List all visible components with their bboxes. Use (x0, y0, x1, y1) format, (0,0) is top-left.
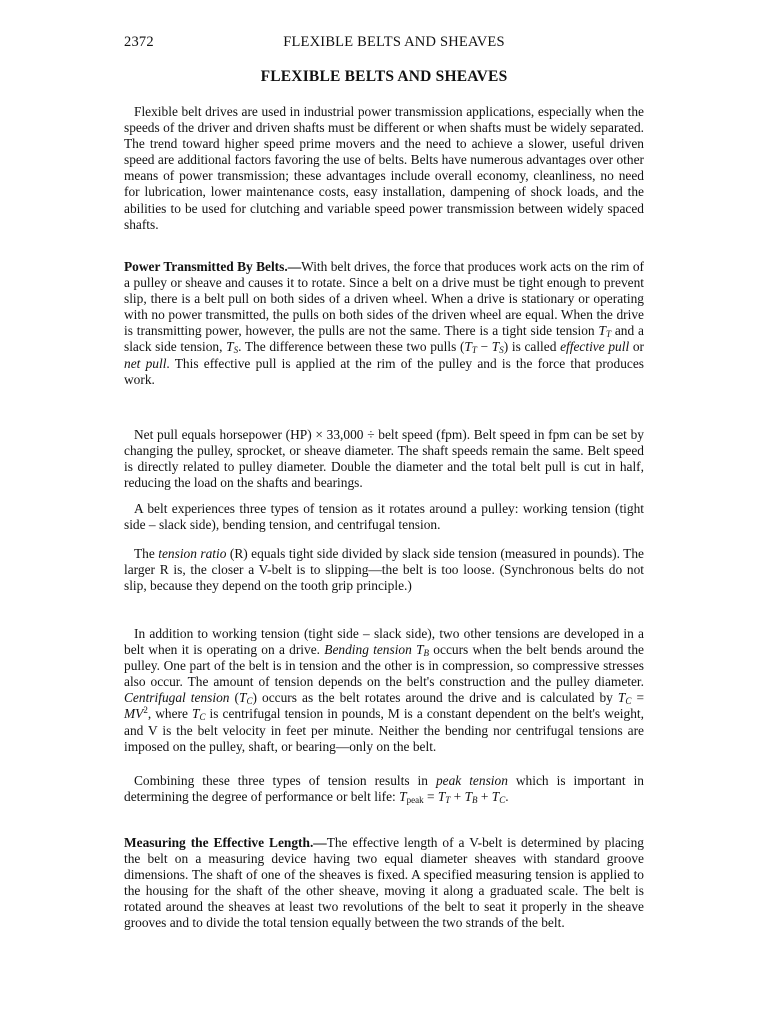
intro-paragraph: Flexible belt drives are used in industrial power transmission applications, especially when the speeds of the driver and driven shafts must be different or when shafts must be widely separated. The trend toward higher speed prime movers and the need to achieve a slower, useful driven speed are additional factors favoring the use of belts. Belts have numerous advantages over other means of power transmission; these advantages include overall economy, cleanliness, no need for lubrication, lower maintenance costs, easy installation, dampening of shock loads, and the abilities to be used for clutching and variable speed power transmission between widely spaced shafts. (124, 104, 644, 232)
other-tensions-paragraph: In addition to working tension (tight side – slack side), two other tensions are developed in a belt when it is operating on a drive. Bending tension $T_B$ occurs when the belt bends around the pulley. One part of the belt is in tension and the other is in compression, so compressive stresses also occur. The amount of tension depends on the belt's construction and the pulley diameter. Centrifugal tension $(T_C)$ occurs as the belt rotates around the drive and is calculated by $T_C = MV^2$, where $T_C$ is centrifugal tension in pounds, M is a constant dependent on the belt's weight, and V is the belt velocity in feet per minute. Neither the bending nor centrifugal tensions are imposed on the pulley, shaft, or bearing—only on the belt. (124, 626, 644, 754)
measuring-effective-length-paragraph: Measuring the Effective Length.—The effective length of a V-belt is determined by placing the belt on a measuring device having two equal diameter sheaves with standard groove dimensions. The shaft of one of the sheaves is fixed. A specified measuring tension is applied to the housing for the shaft of the other sheave, moving it along a graduated scale. The belt is rotated around the sheaves at least two revolutions of the belt to seat it properly in the sheave grooves and to divide the total tension equally between the two strands of the belt. (124, 835, 644, 931)
effective-pull-term: effective pull (560, 339, 630, 355)
running-title: FLEXIBLE BELTS AND SHEAVES (283, 34, 505, 50)
peak-tension-term: peak tension (435, 773, 508, 788)
measuring-heading: Measuring the Effective Length.— (124, 835, 327, 850)
net-pull-term: net pull (124, 355, 167, 371)
bending-tension-term: Bending tension (324, 642, 412, 658)
centrifugal-tension-term: Centrifugal tension (124, 690, 230, 706)
page-number: 2372 (124, 34, 154, 50)
peak-tension-paragraph: Combining these three types of tension results in peak tension which is important in determining the degree of performance or belt life: $T_{peak} = T_T + T_B + T_C$. (124, 773, 644, 806)
tension-ratio-term: tension ratio (158, 546, 227, 561)
power-heading: Power Transmitted By Belts.— (124, 259, 302, 274)
power-transmitted-paragraph: Power Transmitted By Belts.—With belt drives, the force that produces work acts on the rim of a pulley or sheave and causes it to rotate. Since a belt on a drive must be tight enough to prevent slip, there is a belt pull on both sides of a driven wheel. When a drive is stationary or operating with no power transmitted, the pulls on both sides of the driven wheel are equal. When the drive is transmitting power, however, the pulls are not the same. There is a tight side tension $T_T$ and a slack side tension, $T_S$. The difference between these two pulls $(T_T - T_S)$ is called effective pull or net pull. This effective pull is applied at the rim of the pulley and is the force that produces work. (124, 259, 645, 387)
three-tensions-paragraph: A belt experiences three types of tension as it rotates around a pulley: working tension (tight side – slack side), bending tension, and centrifugal tension. (124, 501, 644, 533)
running-head (124, 34, 644, 54)
section-title: FLEXIBLE BELTS AND SHEAVES (260, 68, 508, 85)
net-pull-paragraph: Net pull equals horsepower (HP) × 33,000 ÷ belt speed (fpm). Belt speed in fpm can be set by changing the pulley, sprocket, or sheave diameter. The shaft speeds remain the same. Belt speed is directly related to pulley diameter. Double the diameter and the total belt pull is cut in half, reducing the load on the shafts and bearings. (124, 427, 644, 491)
tension-ratio-paragraph: The tension ratio (R) equals tight side divided by slack side tension (measured in pounds). The larger R is, the closer a V-belt is to slipping—the belt is too loose. (Synchronous belts do not slip, because they depend on the tooth grip principle.) (124, 546, 644, 594)
